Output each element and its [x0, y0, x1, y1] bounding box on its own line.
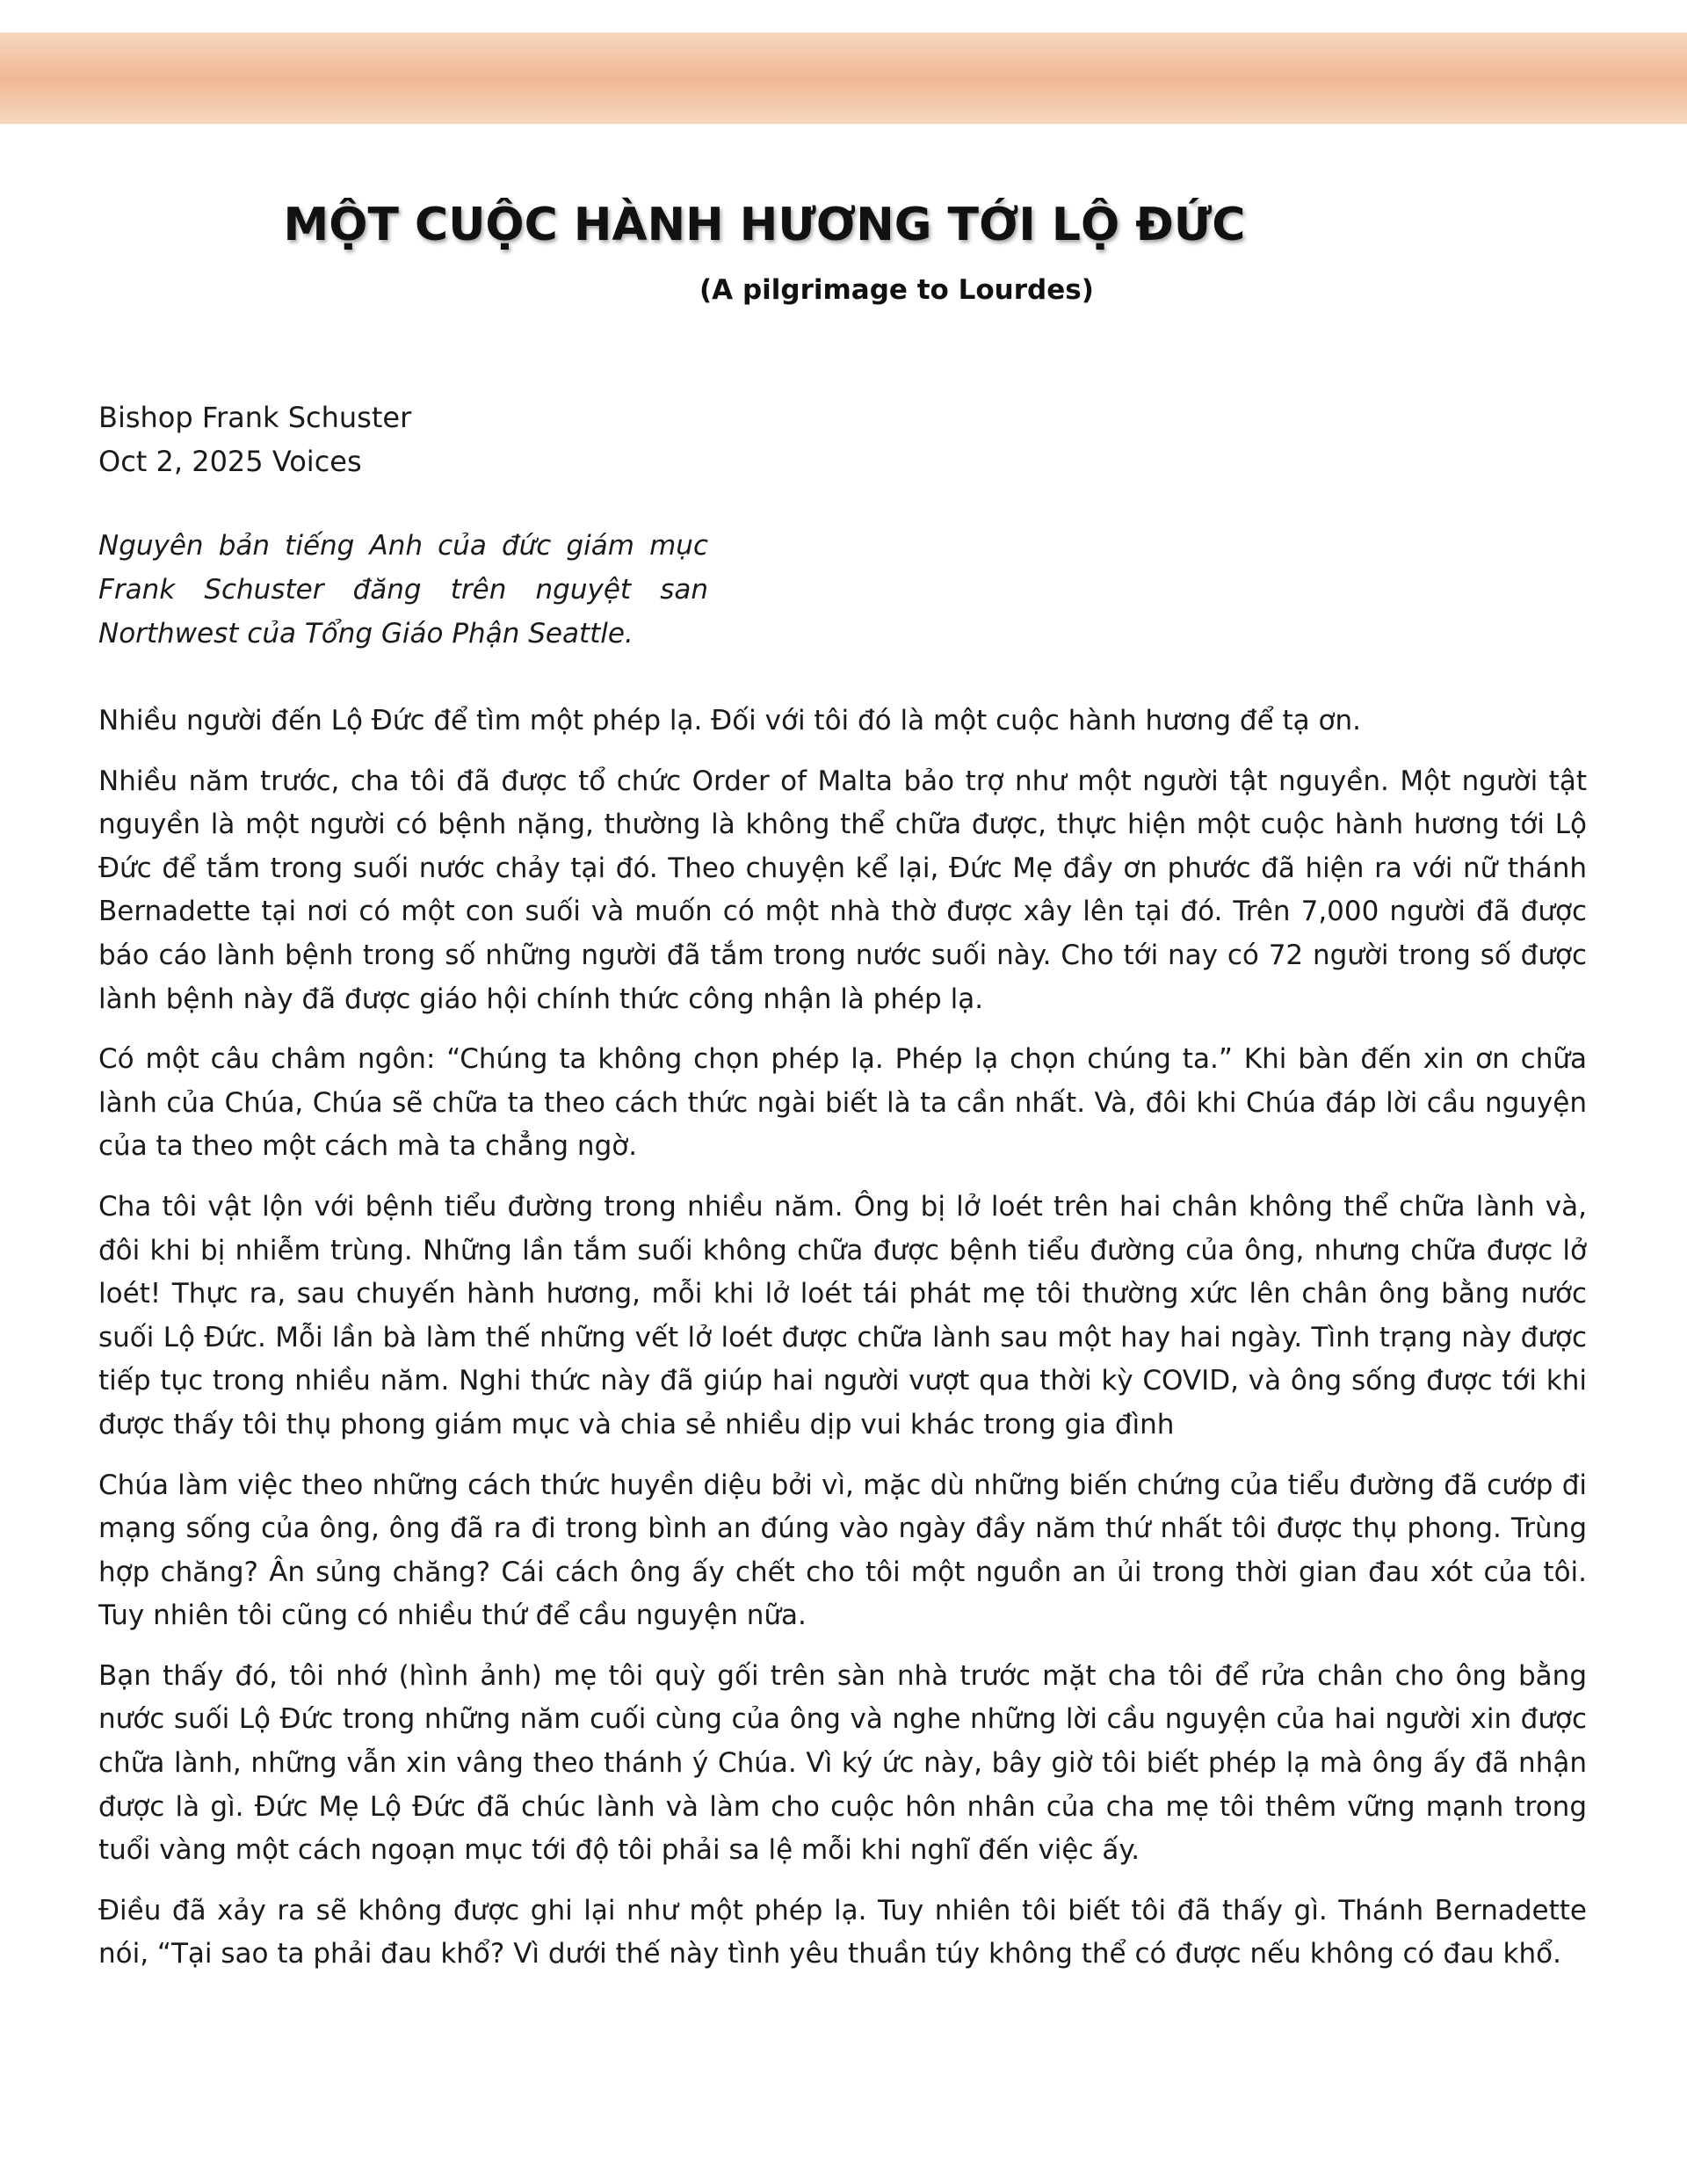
paragraph: Nhiều năm trước, cha tôi đã được tổ chức Order of Malta bảo trợ như một người tật nguyền. Một người tật nguyền là một người có bệnh nặng, thường là không thể chữa được, thực hiện một cuộc hành hương tới Lộ Đức để tắm trong suối nước chảy tại đó. Theo chuyện kể lại, Đức Mẹ đầy ơn phước đã hiện ra với nữ thánh Bernadette tại nơi có một con suối và muốn có một nhà thờ được xây lên tại đó. Trên 7,000 người đã được báo cáo lành bệnh trong số những người đã tắm trong nước suối này. Cho tới nay có 72 người trong số được lành bệnh này đã được giáo hội chính thức công nhận là phép lạ.	[98, 765, 1587, 1015]
header-decorative-band	[0, 33, 1687, 124]
author-name: Bishop Frank Schuster	[98, 401, 412, 434]
byline	[98, 395, 411, 483]
article-body	[98, 700, 1587, 1993]
paragraph: Cha tôi vật lộn với bệnh tiểu đường trong nhiều năm. Ông bị lở loét trên hai chân không thể chữa lành và, đôi khi bị nhiễm trùng. Những lần tắm suối không chữa được bệnh tiểu đường của ông, nhưng chữa được lở loét! Thực ra, sau chuyến hành hương, mỗi khi lở loét tái phát mẹ tôi thường xức lên chân ông bằng nước suối Lộ Đức. Mỗi lần bà làm thế những vết lở loét được chữa lành sau một hay hai ngày. Tình trạng này được tiếp tục trong nhiều năm. Nghi thức này đã giúp hai người vượt qua thời kỳ COVID, và ông sống được tới khi được thấy tôi thụ phong giám mục và chia sẻ nhiều dịp vui khác trong gia đình	[98, 1190, 1587, 1440]
paragraph: Bạn thấy đó, tôi nhớ (hình ảnh) mẹ tôi quỳ gối trên sàn nhà trước mặt cha tôi để rửa chân cho ông bằng nước suối Lộ Đức trong những năm cuối cùng của ông và nghe những lời cầu nguyện của hai người xin được chữa lành, những vẫn xin vâng theo thánh ý Chúa. Vì ký ức này, bây giờ tôi biết phép lạ mà ông ấy đã nhận được là gì. Đức Mẹ Lộ Đức đã chúc lành và làm cho cuộc hôn nhân của cha mẹ tôi thêm vững mạnh trong tuổi vàng một cách ngoạn mục tới độ tôi phải sa lệ mỗi khi nghĩ đến việc ấy.	[98, 1659, 1587, 1867]
paragraph: Chúa làm việc theo những cách thức huyền diệu bởi vì, mặc dù những biến chứng của tiểu đường đã cướp đi mạng sống của ông, ông đã ra đi trong bình an đúng vào ngày đầy năm thứ nhất tôi được thụ phong. Trùng hợp chăng? Ân sủng chăng? Cái cách ông ấy chết cho tôi một nguồn an ủi trong thời gian đau xót của tôi. Tuy nhiên tôi cũng có nhiều thứ để cầu nguyện nữa.	[98, 1469, 1587, 1632]
page-subtitle: (A pilgrimage to Lourdes)	[699, 274, 1094, 306]
paragraph: Điều đã xảy ra sẽ không được ghi lại như một phép lạ. Tuy nhiên tôi biết tôi đã thấy gì. Thánh Bernadette nói, “Tại sao ta phải đau khổ? Vì dưới thế này tình yêu thuần túy không thể có được nếu không có đau khổ.	[98, 1894, 1587, 1970]
paragraph: Có một câu châm ngôn: “Chúng ta không chọn phép lạ. Phép lạ chọn chúng ta.” Khi bàn đến xin ơn chữa lành của Chúa, Chúa sẽ chữa ta theo cách thức ngài biết là ta cần nhất. Và, đôi khi Chúa đáp lời cầu nguyện của ta theo một cách mà ta chẳng ngờ.	[98, 1043, 1587, 1163]
paragraph: Nhiều người đến Lộ Đức để tìm một phép lạ. Đối với tôi đó là một cuộc hành hương để tạ ơn.	[98, 705, 1362, 736]
translator-note: Nguyên bản tiếng Anh của đức giám mục Frank Schuster đăng trên nguyệt san Northwest của Tổng Giáo Phận Seattle.	[98, 530, 708, 649]
page-title: MỘT CUỘC HÀNH HƯƠNG TỚI LỘ ĐỨC	[283, 199, 1246, 251]
date-source: Oct 2, 2025 Voices	[98, 445, 362, 478]
